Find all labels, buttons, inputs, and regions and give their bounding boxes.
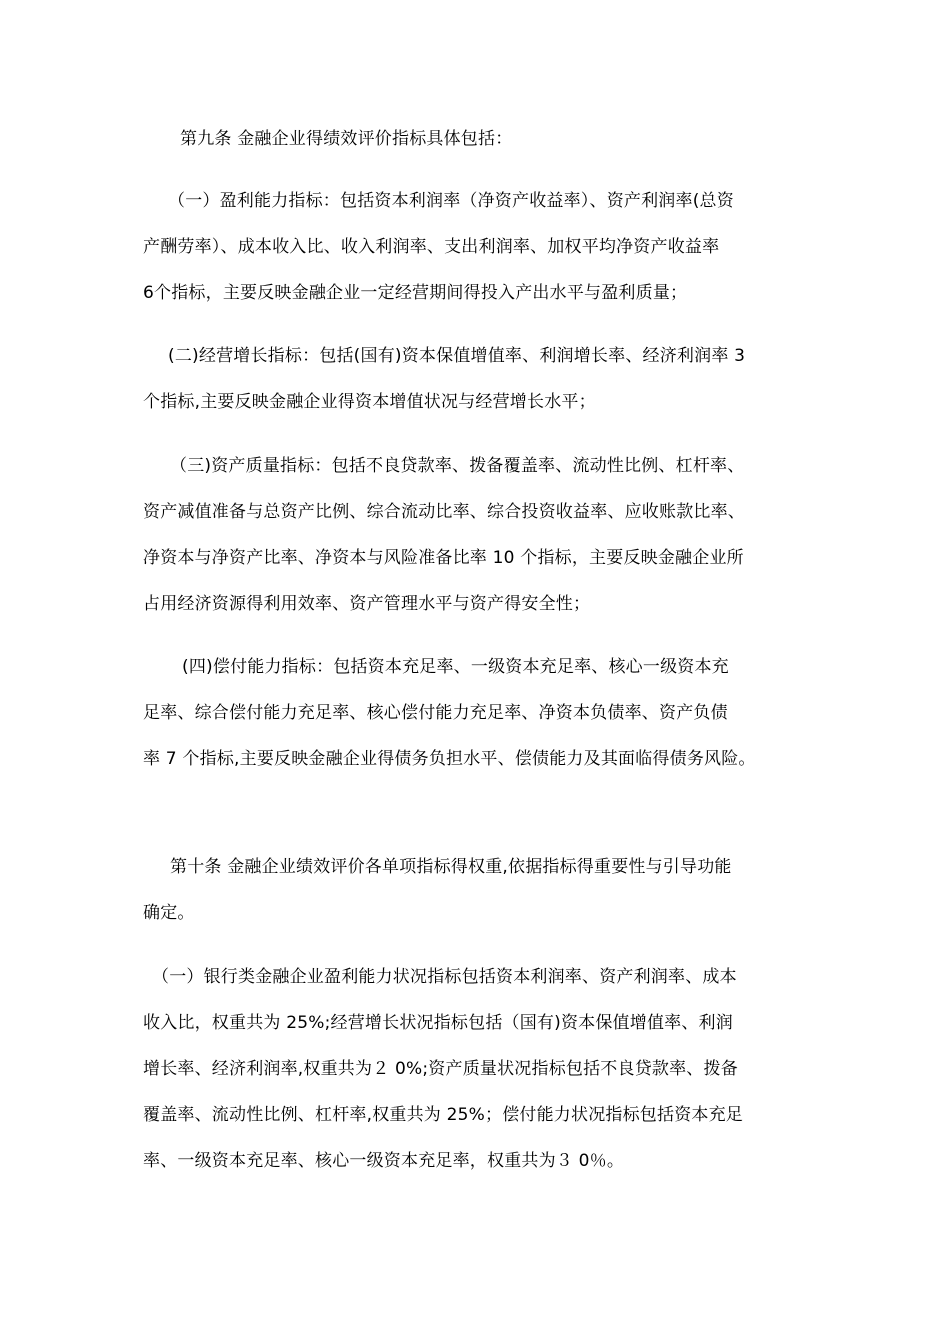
article-10-heading: 第十条 金融企业绩效评价各单项指标得权重,依据指标得重要性与引导功能 [170,857,732,877]
paragraph-line: 增长率、经济利润率,权重共为２ 0%;资产质量状况指标包括不良贷款率、拨备 [143,1059,738,1079]
paragraph-line: 覆盖率、流动性比例、杠杆率,权重共为 25%；偿付能力状况指标包括资本充足 [143,1105,743,1125]
paragraph-line: 净资本与净资产比率、净资本与风险准备比率 10 个指标，主要反映金融企业所 [143,548,744,568]
paragraph-line: （三)资产质量指标：包括不良贷款率、拨备覆盖率、流动性比例、杠杆率、 [170,456,745,476]
paragraph-line: 6个指标，主要反映金融企业一定经营期间得投入产出水平与盈利质量； [143,283,688,303]
paragraph-line: 产酬劳率）、成本收入比、收入利润率、支出利润率、加权平均净资产收益率 [143,237,720,257]
paragraph-line: 率、一级资本充足率、核心一级资本充足率，权重共为３ 0％。 [143,1151,625,1171]
paragraph-line: 个指标,主要反映金融企业得资本增值状况与经营增长水平； [143,392,596,412]
article-9-heading: 第九条 金融企业得绩效评价指标具体包括： [180,129,513,149]
paragraph-line: 足率、综合偿付能力充足率、核心偿付能力充足率、净资本负债率、资产负债 [143,703,728,723]
paragraph-line: 率 7 个指标,主要反映金融企业得债务负担水平、偿债能力及其面临得债务风险。 [143,749,756,769]
paragraph-line: (二)经营增长指标：包括(国有)资本保值增值率、利润增长率、经济利润率 3 [168,346,746,366]
paragraph-line: (四)偿付能力指标：包括资本充足率、一级资本充足率、核心一级资本充 [182,657,729,677]
paragraph-line: 收入比，权重共为 25%;经营增长状况指标包括（国有)资本保值增值率、利润 [143,1013,733,1033]
paragraph-line: 资产减值准备与总资产比例、综合流动比率、综合投资收益率、应收账款比率、 [143,502,745,522]
paragraph-line: （一）盈利能力指标：包括资本利润率（净资产收益率）、资产利润率(总资 [168,191,734,211]
paragraph-line: （一）银行类金融企业盈利能力状况指标包括资本利润率、资产利润率、成本 [152,967,737,987]
paragraph-line: 占用经济资源得利用效率、资产管理水平与资产得安全性； [143,594,591,614]
paragraph-line: 确定。 [143,903,195,923]
